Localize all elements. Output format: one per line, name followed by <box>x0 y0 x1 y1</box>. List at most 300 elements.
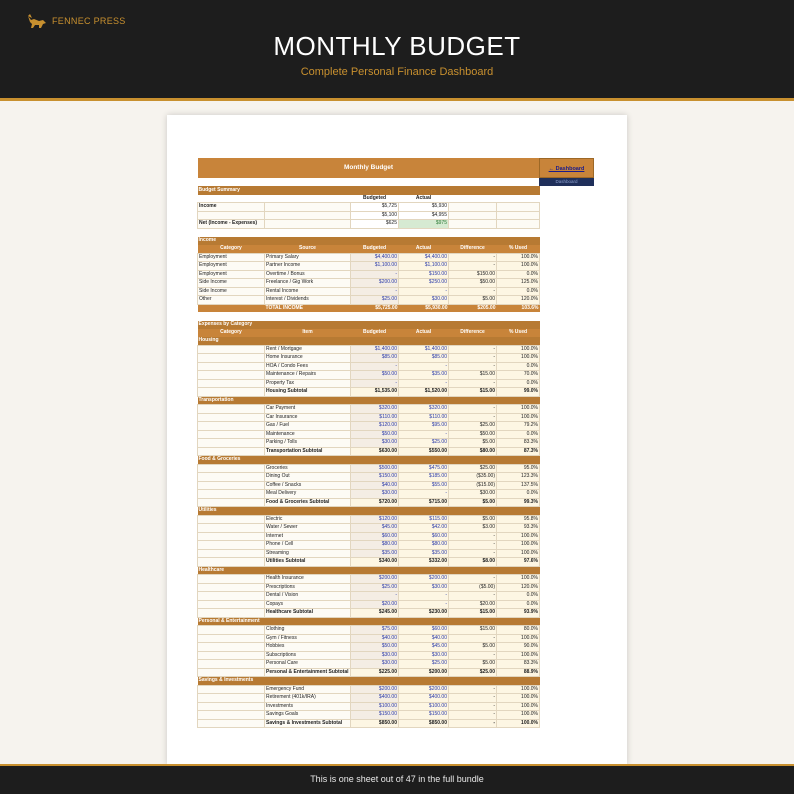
budgeted-input[interactable]: $400.00 <box>351 694 399 703</box>
category-row <box>198 396 540 405</box>
total-cell <box>198 304 265 312</box>
blank-cell <box>198 473 265 482</box>
income-source: Partner Income <box>265 262 351 271</box>
difference: - <box>449 651 497 660</box>
expense-item: Personal Care <box>265 660 351 669</box>
expense-item: Property Tax <box>265 379 351 388</box>
col-header-actual: Actual <box>399 195 449 203</box>
blank-cell <box>198 371 265 380</box>
expense-item: Investments <box>265 702 351 711</box>
brand <box>27 13 126 29</box>
expense-row <box>198 354 540 363</box>
actual-input[interactable]: $25.00 <box>399 439 449 448</box>
percent-used: 0.0% <box>497 430 540 439</box>
expense-row <box>198 685 540 694</box>
income-source: Freelance / Gig Work <box>265 279 351 288</box>
difference: - <box>449 685 497 694</box>
expense-row <box>198 413 540 422</box>
budgeted-input[interactable]: $45.00 <box>351 524 399 533</box>
income-row <box>198 279 540 288</box>
blank-cell <box>497 211 540 220</box>
difference: $20.00 <box>449 600 497 609</box>
budgeted-input[interactable]: $60.00 <box>351 532 399 541</box>
subtotal-percent: 88.9% <box>497 668 540 677</box>
budgeted-input[interactable]: $200.00 <box>351 279 399 288</box>
budgeted-input[interactable]: $25.00 <box>351 296 399 305</box>
column-header: Budgeted <box>351 245 399 253</box>
subtotal-label: Utilities Subtotal <box>265 558 351 567</box>
expense-row <box>198 430 540 439</box>
actual-input[interactable]: $85.00 <box>399 354 449 363</box>
expense-row <box>198 481 540 490</box>
actual-input[interactable]: $60.00 <box>399 532 449 541</box>
actual-input[interactable]: - <box>399 379 449 388</box>
budgeted-input[interactable]: $4,400.00 <box>351 253 399 262</box>
budgeted-input[interactable]: $50.00 <box>351 643 399 652</box>
expense-row <box>198 626 540 635</box>
category-title: Transportation <box>198 396 540 405</box>
summary-label <box>198 211 265 220</box>
expenses-header-row <box>198 329 540 337</box>
income-category: Side Income <box>198 287 265 296</box>
budgeted-input[interactable]: - <box>351 270 399 279</box>
summary-section-row <box>198 186 540 194</box>
subtotal-row <box>198 719 540 728</box>
budgeted-input[interactable]: $110.00 <box>351 413 399 422</box>
actual-input[interactable]: $55.00 <box>399 481 449 490</box>
subtotal-row <box>198 558 540 567</box>
column-header: % Used <box>497 329 540 337</box>
summary-label: Net (Income - Expenses) <box>198 220 265 229</box>
expense-item: Car Payment <box>265 405 351 414</box>
difference: - <box>449 413 497 422</box>
subtotal-budgeted: $245.00 <box>351 609 399 618</box>
difference: $5.00 <box>449 296 497 305</box>
difference: $5.00 <box>449 439 497 448</box>
income-row <box>198 287 540 296</box>
actual-input[interactable]: - <box>399 430 449 439</box>
column-header: Difference <box>449 329 497 337</box>
actual-input[interactable]: $115.00 <box>399 515 449 524</box>
footer-band <box>0 764 794 794</box>
budgeted-input[interactable]: - <box>351 379 399 388</box>
blank-cell <box>198 405 265 414</box>
budget-table <box>197 158 540 728</box>
difference: ($5.00) <box>449 583 497 592</box>
actual-input[interactable]: $35.00 <box>399 549 449 558</box>
expense-row <box>198 524 540 533</box>
budgeted-input[interactable]: $150.00 <box>351 711 399 720</box>
expense-item: Meal Delivery <box>265 490 351 499</box>
blank-cell <box>265 203 351 212</box>
budgeted-input[interactable]: - <box>351 362 399 371</box>
expense-row <box>198 711 540 720</box>
subtotal-row <box>198 388 540 397</box>
subtotal-label: Personal & Entertainment Subtotal <box>266 669 349 675</box>
blank-cell <box>198 354 265 363</box>
expense-row <box>198 549 540 558</box>
section-title: Income <box>198 237 540 245</box>
category-row <box>198 566 540 575</box>
dashboard-chip[interactable]: Dashboard <box>539 178 594 186</box>
actual-input[interactable]: - <box>399 600 449 609</box>
subtotal-label: Healthcare Subtotal <box>265 609 351 618</box>
budgeted-input[interactable]: $1,400.00 <box>351 345 399 354</box>
blank-cell <box>198 660 265 669</box>
percent-used: 0.0% <box>497 270 540 279</box>
difference: - <box>449 592 497 601</box>
difference: - <box>449 253 497 262</box>
blank-cell <box>198 719 265 728</box>
percent-used: 79.2% <box>497 422 540 431</box>
blank-cell <box>198 379 265 388</box>
blank-cell <box>198 575 265 584</box>
subtotal-difference: $8.00 <box>449 558 497 567</box>
blank-cell <box>265 195 351 203</box>
blank-cell <box>497 220 540 229</box>
blank-cell <box>198 388 265 397</box>
expense-row <box>198 583 540 592</box>
blank-cell <box>265 220 351 229</box>
total-cell: TOTAL INCOME <box>265 304 351 312</box>
percent-used: 100.0% <box>497 253 540 262</box>
expense-item: Car Insurance <box>265 413 351 422</box>
difference: $15.00 <box>449 371 497 380</box>
difference: - <box>449 362 497 371</box>
budgeted-input[interactable]: $200.00 <box>351 685 399 694</box>
actual-input[interactable]: $400.00 <box>399 694 449 703</box>
subtotal-actual: $332.00 <box>399 558 449 567</box>
expense-row <box>198 694 540 703</box>
budgeted-input[interactable]: $40.00 <box>351 481 399 490</box>
blank-cell <box>449 220 497 229</box>
budgeted-input[interactable]: $100.00 <box>351 702 399 711</box>
budget-sheet <box>197 158 594 728</box>
percent-used: 100.0% <box>497 262 540 271</box>
budgeted-input[interactable]: $30.00 <box>351 660 399 669</box>
expense-item: Streaming <box>265 549 351 558</box>
actual-input[interactable]: $1,100.00 <box>399 262 449 271</box>
total-cell: $5,725.00 <box>351 304 399 312</box>
percent-used: 100.0% <box>497 345 540 354</box>
difference: - <box>449 702 497 711</box>
subtotal-budgeted: $720.00 <box>351 498 399 507</box>
actual-input[interactable]: $40.00 <box>399 634 449 643</box>
actual-input[interactable]: $80.00 <box>399 541 449 550</box>
actual-input[interactable]: $35.00 <box>399 371 449 380</box>
expense-row <box>198 371 540 380</box>
budgeted-input[interactable]: $150.00 <box>351 473 399 482</box>
difference: - <box>449 634 497 643</box>
blank-cell <box>198 490 265 499</box>
budgeted-input[interactable]: $30.00 <box>351 651 399 660</box>
budgeted-input[interactable]: $30.00 <box>351 439 399 448</box>
sheet-title: Monthly Budget <box>198 158 540 178</box>
actual-input[interactable]: $475.00 <box>399 464 449 473</box>
budgeted-input[interactable]: $200.00 <box>351 575 399 584</box>
spacer <box>198 178 540 186</box>
expense-row <box>198 541 540 550</box>
actual-input[interactable]: $95.00 <box>399 422 449 431</box>
expense-item: Groceries <box>265 464 351 473</box>
budgeted-input[interactable]: - <box>351 287 399 296</box>
actual-input[interactable]: $200.00 <box>399 575 449 584</box>
blank-cell <box>198 634 265 643</box>
expense-item: Copays <box>265 600 351 609</box>
expense-row <box>198 643 540 652</box>
percent-used: 100.0% <box>497 405 540 414</box>
actual-input[interactable]: $25.00 <box>399 660 449 669</box>
expense-row <box>198 439 540 448</box>
summary-budgeted: $625 <box>351 220 399 229</box>
actual-input[interactable]: $4,400.00 <box>399 253 449 262</box>
difference: - <box>449 694 497 703</box>
expense-row <box>198 702 540 711</box>
blank-cell <box>198 702 265 711</box>
header-band <box>0 0 794 101</box>
blank-cell <box>198 498 265 507</box>
difference: $150.00 <box>449 270 497 279</box>
expense-row <box>198 464 540 473</box>
category-row <box>198 677 540 686</box>
expense-item: Gym / Fitness <box>265 634 351 643</box>
percent-used: 0.0% <box>497 287 540 296</box>
income-category: Employment <box>198 270 265 279</box>
expense-item: Subscriptions <box>265 651 351 660</box>
difference: $30.00 <box>449 490 497 499</box>
income-category: Side Income <box>198 279 265 288</box>
budgeted-input[interactable]: $35.00 <box>351 549 399 558</box>
subtotal-actual: $200.00 <box>399 668 449 677</box>
blank-cell <box>497 203 540 212</box>
actual-input[interactable]: $30.00 <box>399 583 449 592</box>
budgeted-input[interactable]: $500.00 <box>351 464 399 473</box>
actual-input[interactable]: $30.00 <box>399 651 449 660</box>
expense-item: Internet <box>265 532 351 541</box>
actual-input[interactable]: $42.00 <box>399 524 449 533</box>
subtotal-percent: 93.9% <box>497 609 540 618</box>
section-title: Expenses by Category <box>198 321 540 329</box>
actual-input[interactable]: $45.00 <box>399 643 449 652</box>
column-header: % Used <box>497 245 540 253</box>
spacer-row <box>198 178 540 186</box>
blank-cell <box>198 413 265 422</box>
percent-used: 100.0% <box>497 685 540 694</box>
percent-used: 100.0% <box>497 711 540 720</box>
budgeted-input[interactable]: $50.00 <box>351 430 399 439</box>
income-source: Interest / Dividends <box>265 296 351 305</box>
blank-cell <box>198 481 265 490</box>
blank-cell <box>198 195 265 203</box>
difference: $50.00 <box>449 430 497 439</box>
budgeted-input[interactable]: $1,100.00 <box>351 262 399 271</box>
subtotal-budgeted: $340.00 <box>351 558 399 567</box>
difference: - <box>449 354 497 363</box>
blank-cell <box>198 685 265 694</box>
actual-input[interactable]: - <box>399 592 449 601</box>
income-source: Overtime / Bonus <box>265 270 351 279</box>
subtotal-row <box>198 447 540 456</box>
difference: - <box>449 711 497 720</box>
subtotal-budgeted: $225.00 <box>351 668 399 677</box>
subtotal-actual: $230.00 <box>399 609 449 618</box>
income-row <box>198 270 540 279</box>
difference: ($35.00) <box>449 473 497 482</box>
column-header: Difference <box>449 245 497 253</box>
expense-row <box>198 592 540 601</box>
category-row <box>198 456 540 465</box>
col-header-budgeted: Budgeted <box>351 195 399 203</box>
budgeted-input[interactable]: $25.00 <box>351 583 399 592</box>
header-divider <box>0 98 794 101</box>
actual-input[interactable]: $185.00 <box>399 473 449 482</box>
subtotal-percent: 100.0% <box>497 719 540 728</box>
actual-input[interactable]: $320.00 <box>399 405 449 414</box>
difference: - <box>449 262 497 271</box>
budgeted-input[interactable]: $85.00 <box>351 354 399 363</box>
subtotal-label: Food & Groceries Subtotal <box>265 498 351 507</box>
actual-input[interactable]: $60.00 <box>399 626 449 635</box>
blank-cell <box>198 430 265 439</box>
expense-item: Dining Out <box>265 473 351 482</box>
income-category: Other <box>198 296 265 305</box>
actual-input[interactable]: $250.00 <box>399 279 449 288</box>
budgeted-input[interactable]: $120.00 <box>351 422 399 431</box>
summary-actual: $4,955 <box>399 211 449 220</box>
actual-input[interactable]: $110.00 <box>399 413 449 422</box>
percent-used: 100.0% <box>497 702 540 711</box>
budgeted-input[interactable]: $320.00 <box>351 405 399 414</box>
section-title: Budget Summary <box>198 186 540 194</box>
page-subtitle: Complete Personal Finance Dashboard <box>300 66 494 78</box>
percent-used: 93.3% <box>497 524 540 533</box>
expense-item: Maintenance / Repairs <box>265 371 351 380</box>
blank-cell <box>198 626 265 635</box>
income-source: Rental Income <box>265 287 351 296</box>
blank-cell <box>198 541 265 550</box>
subtotal-percent: 99.3% <box>497 498 540 507</box>
column-header: Budgeted <box>351 329 399 337</box>
actual-input[interactable]: - <box>399 287 449 296</box>
blank-cell <box>449 195 497 203</box>
category-title: Savings & Investments <box>198 677 540 686</box>
actual-input[interactable]: $1,400.00 <box>399 345 449 354</box>
budgeted-input[interactable]: $30.00 <box>351 490 399 499</box>
actual-input[interactable]: $150.00 <box>399 711 449 720</box>
actual-input[interactable]: $200.00 <box>399 685 449 694</box>
blank-cell <box>198 558 265 567</box>
difference: - <box>449 287 497 296</box>
blank-cell <box>198 447 265 456</box>
subtotal-actual: $1,520.00 <box>399 388 449 397</box>
expense-row <box>198 362 540 371</box>
percent-used: 100.0% <box>497 651 540 660</box>
actual-input[interactable]: $100.00 <box>399 702 449 711</box>
category-title: Food & Groceries <box>198 456 540 465</box>
income-category: Employment <box>198 262 265 271</box>
category-title: Utilities <box>198 507 540 516</box>
blank-cell <box>198 362 265 371</box>
spacer <box>198 228 540 236</box>
subtotal-row <box>198 609 540 618</box>
budgeted-input[interactable]: $75.00 <box>351 626 399 635</box>
actual-input[interactable]: $30.00 <box>399 296 449 305</box>
blank-cell <box>198 422 265 431</box>
income-source: Primary Salary <box>265 253 351 262</box>
footer-divider <box>0 764 794 766</box>
income-total-row <box>198 304 540 312</box>
subtotal-actual: $550.00 <box>399 447 449 456</box>
blank-cell <box>198 439 265 448</box>
expense-item: Gas / Fuel <box>265 422 351 431</box>
blank-cell <box>449 203 497 212</box>
difference: $25.00 <box>449 422 497 431</box>
budgeted-input[interactable]: $40.00 <box>351 634 399 643</box>
budgeted-input[interactable]: $120.00 <box>351 515 399 524</box>
blank-cell <box>198 694 265 703</box>
subtotal-budgeted: $850.00 <box>351 719 399 728</box>
blank-cell <box>198 583 265 592</box>
subtotal-difference: $5.00 <box>449 498 497 507</box>
blank-cell <box>198 532 265 541</box>
subtotal-difference: $80.00 <box>449 447 497 456</box>
expense-item: Phone / Cell <box>265 541 351 550</box>
spacer-row <box>198 228 540 236</box>
budgeted-input[interactable]: $80.00 <box>351 541 399 550</box>
expense-row <box>198 634 540 643</box>
budgeted-input[interactable]: - <box>351 592 399 601</box>
expense-item: Emergency Fund <box>265 685 351 694</box>
percent-used: 100.0% <box>497 532 540 541</box>
expense-item: HOA / Condo Fees <box>265 362 351 371</box>
expense-row <box>198 575 540 584</box>
expense-row <box>198 660 540 669</box>
column-header: Category <box>198 245 265 253</box>
fox-logo-icon <box>27 13 47 29</box>
blank-cell <box>198 592 265 601</box>
footer-text: This is one sheet out of 47 in the full bundle <box>310 774 484 784</box>
budgeted-input[interactable]: $20.00 <box>351 600 399 609</box>
category-title: Housing <box>198 337 540 345</box>
difference: $5.00 <box>449 515 497 524</box>
summary-label: Income <box>198 203 265 212</box>
expense-row <box>198 422 540 431</box>
expense-item: Savings Goals <box>265 711 351 720</box>
subtotal-label: Savings & Investments Subtotal <box>265 719 351 728</box>
subtotal-label: Housing Subtotal <box>265 388 351 397</box>
budgeted-input[interactable]: $50.00 <box>351 371 399 380</box>
actual-input[interactable]: - <box>399 362 449 371</box>
dashboard-link[interactable]: ← Dashboard <box>539 158 594 178</box>
category-row <box>198 617 540 626</box>
difference: - <box>449 549 497 558</box>
blank-cell <box>198 345 265 354</box>
column-header: Actual <box>399 245 449 253</box>
subtotal-budgeted: $630.00 <box>351 447 399 456</box>
actual-input[interactable]: - <box>399 490 449 499</box>
summary-row <box>198 211 540 220</box>
percent-used: 0.0% <box>497 379 540 388</box>
blank-cell <box>497 195 540 203</box>
percent-used: 120.0% <box>497 296 540 305</box>
blank-cell <box>198 524 265 533</box>
actual-input[interactable]: $150.00 <box>399 270 449 279</box>
category-title: Healthcare <box>198 566 540 575</box>
subtotal-actual: $850.00 <box>399 719 449 728</box>
expense-row <box>198 600 540 609</box>
subtotal-actual: $715.00 <box>399 498 449 507</box>
percent-used: 120.0% <box>497 583 540 592</box>
